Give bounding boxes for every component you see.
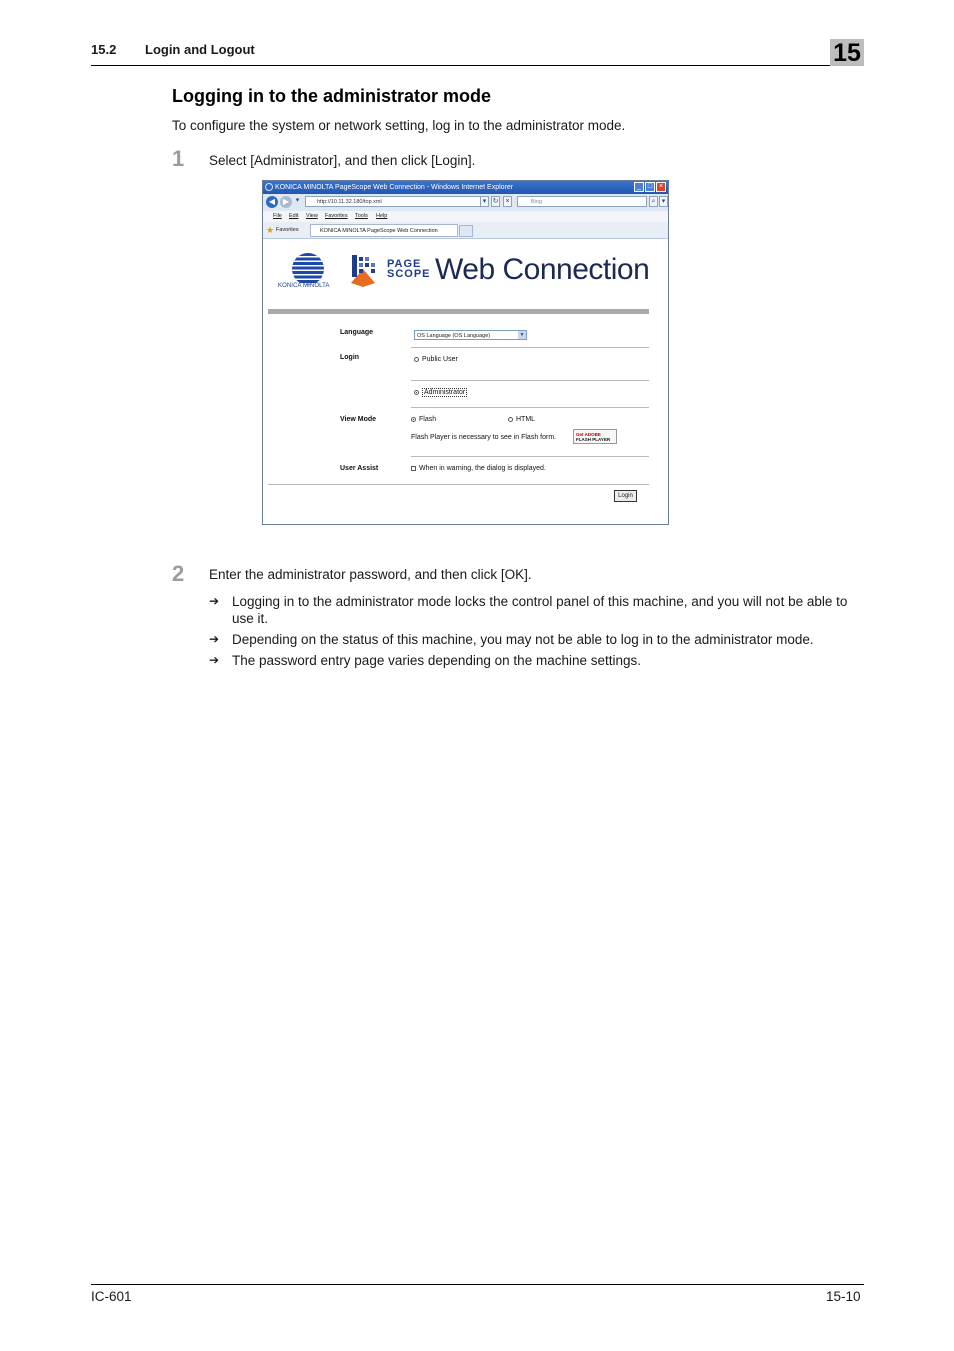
menu-tools[interactable]: Tools [355, 213, 368, 219]
administrator-label: Administrator [424, 389, 466, 396]
menu-favorites[interactable]: Favorites [325, 213, 348, 219]
close-icon[interactable]: × [656, 182, 666, 192]
note-text: The password entry page varies depending on the machine settings. [232, 653, 642, 668]
ie-icon [265, 183, 273, 191]
note-text: Depending on the status of this machine, you may not be able to log in to the administrator mode. [232, 632, 814, 647]
arrow-icon: ➔ [209, 653, 220, 667]
user-assist-text: When in warning, the dialog is displayed. [419, 465, 546, 472]
administrator-radio[interactable] [414, 390, 419, 395]
browser-tab[interactable]: KONICA MINOLTA PageScope Web Connection [310, 224, 458, 237]
header-rule [91, 65, 864, 66]
step-1-text: Select [Administrator], and then click [Login]. [209, 153, 476, 168]
flash-radio[interactable] [411, 417, 416, 422]
konica-minolta-logo-text: KONICA MINOLTA [278, 283, 330, 289]
arrow-icon: ➔ [209, 632, 220, 646]
window-title: KONICA MINOLTA PageScope Web Connection - Windows Internet Explorer [275, 184, 514, 191]
row-divider [411, 347, 649, 348]
administrator-option[interactable] [414, 389, 467, 396]
note-text: Logging in to the administrator mode locks the control panel of this machine, and you will not be able to use it. [232, 594, 848, 626]
view-mode-label: View Mode [340, 416, 377, 423]
browser-titlebar [263, 181, 668, 194]
favorites-bar [263, 222, 668, 239]
menu-edit[interactable]: Edit [289, 213, 299, 219]
flash-badge-line-2: FLASH PLAYER [576, 437, 611, 442]
footer-page-number: 15-10 [826, 1289, 861, 1304]
pagescope-word-page: PAGE [387, 258, 422, 270]
note-item [209, 652, 869, 670]
flash-badge-line-1: Get ADOBE [576, 432, 601, 437]
language-label: Language [340, 329, 374, 336]
pagescope-wordmark [387, 259, 431, 279]
new-tab-button[interactable] [459, 225, 473, 237]
url-dropdown-icon[interactable]: ▾ [480, 196, 489, 207]
minimize-icon[interactable]: _ [634, 182, 644, 192]
step-2-text: Enter the administrator password, and then click [OK]. [209, 567, 532, 582]
flash-option[interactable] [411, 416, 436, 423]
running-header [91, 42, 255, 57]
menu-view[interactable]: View [306, 213, 318, 219]
chapter-number: 15 [830, 39, 864, 66]
note-item [209, 593, 869, 629]
web-connection-title: Web Connection [435, 253, 650, 286]
login-button[interactable]: Login [614, 490, 637, 502]
html-radio[interactable] [508, 417, 513, 422]
refresh-icon[interactable]: ↻ [492, 198, 499, 205]
favorites-button[interactable]: Favorites [276, 227, 299, 233]
language-select-value: OS Language (OS Language) [417, 333, 491, 339]
row-divider [411, 380, 649, 381]
forward-arrow-icon[interactable]: ▶ [280, 196, 292, 208]
address-bar [263, 194, 668, 211]
konica-minolta-globe-icon [292, 253, 324, 285]
menu-file[interactable]: File [273, 213, 282, 219]
browser-screenshot [262, 180, 669, 525]
html-option[interactable] [508, 416, 535, 423]
flash-note: Flash Player is necessary to see in Flash form. [411, 434, 557, 441]
pagescope-logo-icon [349, 253, 379, 287]
language-select[interactable] [414, 330, 527, 340]
user-assist-checkbox[interactable] [411, 466, 416, 471]
search-field[interactable]: Bing [517, 196, 647, 207]
chevron-down-icon[interactable]: ▼ [519, 332, 525, 338]
history-dropdown-icon[interactable]: ▾ [295, 197, 300, 204]
flash-label: Flash [419, 416, 437, 423]
section-number: 15.2 [91, 42, 117, 57]
step-2-number: 2 [172, 561, 185, 586]
stop-icon[interactable]: × [503, 196, 512, 207]
page-title: Logging in to the administrator mode [172, 86, 491, 106]
public-user-option[interactable] [414, 356, 458, 363]
favorites-star-icon[interactable]: ★ [266, 225, 275, 235]
user-assist-option[interactable] [411, 465, 546, 472]
intro-paragraph: To configure the system or network setting, log in to the administrator mode. [172, 118, 626, 133]
login-label: Login [340, 354, 360, 361]
menu-help[interactable]: Help [376, 213, 388, 219]
row-divider [411, 407, 649, 408]
html-label: HTML [516, 416, 536, 423]
footer-model: IC-601 [91, 1289, 132, 1304]
menu-bar [263, 211, 668, 222]
search-options-icon[interactable]: ▾ [659, 196, 668, 207]
get-flash-player-badge[interactable] [573, 429, 617, 444]
pagescope-word-scope: SCOPE [387, 268, 431, 280]
search-icon[interactable]: ⌕ [649, 196, 658, 207]
note-item [209, 631, 869, 649]
web-page-content [263, 239, 668, 524]
step-1-number: 1 [172, 146, 185, 171]
arrow-icon: ➔ [209, 594, 220, 608]
header-divider-bar [268, 309, 649, 314]
back-arrow-icon[interactable]: ◀ [266, 196, 278, 208]
public-user-label: Public User [422, 356, 458, 363]
form-bottom-rule [268, 484, 649, 485]
row-divider [411, 456, 649, 457]
section-title: Login and Logout [145, 42, 255, 57]
url-field[interactable]: http://10.11.32.180/top.xml [305, 196, 489, 207]
user-assist-label: User Assist [340, 465, 379, 472]
public-user-radio[interactable] [414, 357, 419, 362]
maximize-icon[interactable]: □ [645, 182, 655, 192]
footer-rule [91, 1284, 864, 1285]
